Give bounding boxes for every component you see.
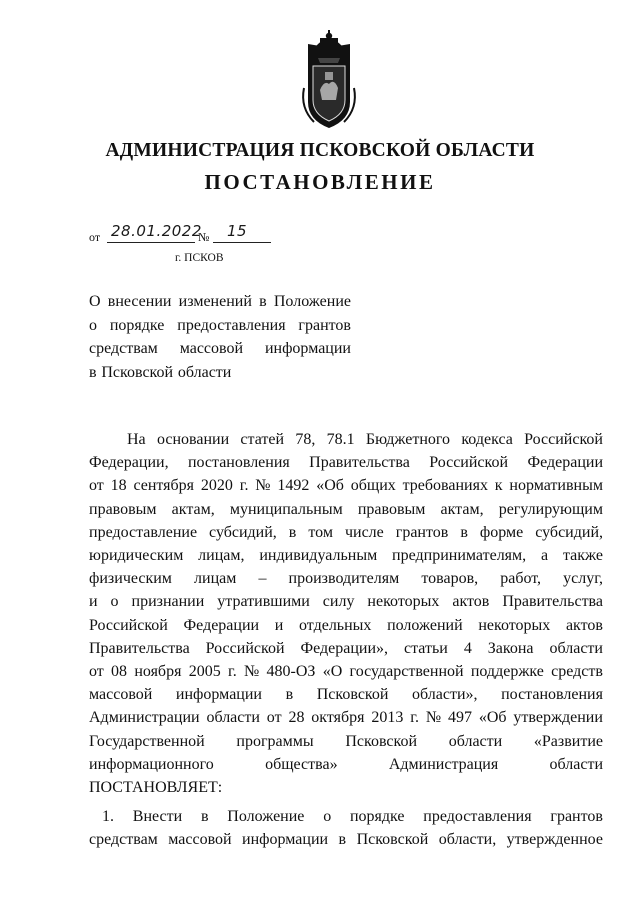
- word: а: [541, 547, 549, 565]
- word: к: [494, 477, 503, 495]
- organization-title: АДМИНИСТРАЦИЯ ПСКОВСКОЙ ОБЛАСТИ: [105, 140, 535, 161]
- word: о: [110, 593, 119, 611]
- body-line: [89, 451, 603, 474]
- word: кодекса: [461, 431, 513, 448]
- subject-line: [89, 314, 351, 338]
- word: Правительства: [89, 639, 190, 657]
- word: области,: [438, 831, 497, 849]
- word: области: [177, 363, 232, 381]
- subject-line: [89, 361, 351, 385]
- word: Правительства: [309, 454, 410, 472]
- word: от: [89, 663, 104, 681]
- word: «О: [322, 663, 343, 681]
- word: о: [323, 808, 332, 826]
- word: г.: [410, 709, 419, 727]
- word: Российской: [524, 431, 603, 448]
- body-line: [89, 805, 603, 828]
- number-underline: [213, 242, 271, 243]
- word: области: [206, 709, 260, 727]
- word: программы: [236, 732, 314, 750]
- word: субсидий,: [535, 523, 603, 541]
- word: постановления: [501, 686, 603, 704]
- body-line: [89, 637, 603, 660]
- word: Федерации: [527, 454, 603, 472]
- registration-line: [89, 222, 289, 244]
- word: 2013: [371, 709, 404, 727]
- word: информационного: [89, 755, 214, 773]
- word: том: [308, 523, 333, 541]
- word: предоставление: [89, 523, 198, 541]
- subject-line: [89, 290, 351, 314]
- word: статьи: [404, 639, 448, 657]
- word: Псковской: [345, 732, 418, 750]
- word: 4: [463, 639, 472, 657]
- coat-of-arms-emblem: [294, 28, 364, 130]
- word: Закона: [487, 639, 534, 657]
- word: лицам,: [198, 547, 245, 565]
- body-line: [89, 706, 603, 729]
- date-label: от: [89, 230, 101, 244]
- word: г.: [239, 477, 249, 495]
- word: грантов: [298, 316, 351, 334]
- body-line: [89, 683, 603, 706]
- word: На: [127, 431, 146, 448]
- body-line: [89, 828, 603, 851]
- word: утратившими: [217, 593, 310, 611]
- word: Положение: [273, 293, 351, 310]
- word: некоторых: [478, 616, 551, 634]
- word: работ,: [500, 570, 542, 588]
- word: предоставления: [177, 316, 286, 334]
- word: О: [89, 293, 101, 310]
- word: 480-ОЗ: [266, 663, 316, 681]
- word: признании: [131, 593, 205, 611]
- word: лицам: [194, 570, 237, 588]
- word: Федерации,: [89, 454, 169, 472]
- word: внесении: [107, 293, 172, 310]
- word: индивидуальным: [259, 547, 378, 565]
- word: области: [549, 639, 603, 657]
- word: в: [288, 523, 297, 541]
- word: области: [549, 755, 603, 773]
- word: отдельных: [299, 616, 372, 634]
- word: правовым: [357, 500, 426, 518]
- body-line: [89, 614, 603, 637]
- word: массовой: [89, 686, 153, 704]
- word: 18: [110, 477, 127, 495]
- word: 78.1: [326, 431, 355, 448]
- word: также: [562, 547, 603, 565]
- word: и: [89, 593, 98, 611]
- document-date: 28.01.2022: [111, 222, 202, 240]
- word: утвержденное: [506, 831, 603, 849]
- word: массовой: [179, 340, 244, 357]
- word: положений: [387, 616, 463, 634]
- city-label: г. ПСКОВ: [175, 252, 224, 264]
- word: общих: [350, 477, 396, 495]
- word: 28: [288, 709, 305, 727]
- word: 497: [447, 709, 472, 727]
- word: 78,: [295, 431, 316, 448]
- date-underline: [107, 242, 195, 243]
- word: Администрация: [388, 755, 499, 773]
- document-type-title: ПОСТАНОВЛЕНИЕ: [204, 170, 436, 194]
- word: услуг,: [563, 570, 603, 588]
- word: сентября: [133, 477, 195, 495]
- word: информации: [264, 340, 351, 357]
- word: ноября: [134, 663, 182, 681]
- word: государственной: [349, 663, 464, 681]
- word: средствам: [89, 340, 158, 357]
- word: 2020: [200, 477, 233, 495]
- word: поддержке: [470, 663, 544, 681]
- word: октября: [311, 709, 365, 727]
- word: средствам: [89, 831, 158, 849]
- document-body: [89, 428, 603, 852]
- word: предоставления: [423, 808, 532, 826]
- body-line: [89, 776, 603, 799]
- word: статей: [240, 431, 285, 448]
- word: силу: [322, 593, 355, 611]
- body-line: [89, 730, 603, 753]
- word: порядке: [109, 316, 165, 334]
- body-line: [89, 498, 603, 521]
- word: №: [425, 709, 442, 727]
- word: и: [274, 616, 284, 634]
- document-subject: [89, 290, 351, 384]
- word: Российской: [429, 454, 509, 472]
- word: в: [259, 293, 267, 310]
- word: производителям: [288, 570, 400, 588]
- word: постановления: [187, 454, 290, 472]
- word: Российской: [205, 639, 285, 657]
- body-line: [89, 753, 603, 776]
- word: –: [258, 570, 267, 588]
- word: в: [460, 523, 468, 541]
- word: информации: [175, 686, 262, 704]
- word: форме: [479, 523, 524, 541]
- word: информации: [242, 831, 329, 849]
- word: №: [244, 663, 260, 681]
- word: «Развитие: [533, 732, 603, 750]
- word: в: [89, 363, 97, 381]
- word: в: [200, 808, 209, 826]
- word: актам,: [440, 500, 484, 518]
- word: актам,: [171, 500, 215, 518]
- body-line: [89, 428, 603, 451]
- word: Псковской: [101, 363, 174, 381]
- word: в: [338, 831, 347, 849]
- word: №: [255, 477, 271, 495]
- word: утверждении: [513, 709, 603, 727]
- word: требованиях: [402, 477, 488, 495]
- word: Положение: [227, 808, 305, 826]
- word: основании: [156, 431, 230, 448]
- word: от: [89, 477, 104, 495]
- word: актов: [452, 593, 490, 611]
- word: общества»: [265, 755, 338, 773]
- body-line: [89, 474, 603, 497]
- word: Бюджетного: [365, 431, 451, 448]
- word: 1.: [102, 808, 114, 826]
- word: физическим: [89, 570, 172, 588]
- word: от: [266, 709, 282, 727]
- word: массовой: [168, 831, 232, 849]
- word: Российской: [89, 616, 168, 634]
- word: Псковской: [316, 686, 389, 704]
- word: Правительства: [502, 593, 603, 611]
- word: Федерации»,: [300, 639, 389, 657]
- document-number: 15: [227, 222, 248, 240]
- word: регулирующим: [498, 500, 603, 518]
- word: Федерации: [183, 616, 260, 634]
- word: «Об: [478, 709, 507, 727]
- body-line: [89, 660, 603, 683]
- word: предпринимателям,: [392, 547, 527, 565]
- number-label: №: [198, 230, 210, 244]
- word: ПОСТАНОВЛЯЕТ:: [89, 779, 223, 797]
- body-line: [89, 590, 603, 613]
- body-line: [89, 544, 603, 567]
- word: 2005: [188, 663, 221, 681]
- word: товаров,: [421, 570, 479, 588]
- word: числе: [344, 523, 384, 541]
- word: порядке: [349, 808, 405, 826]
- word: в: [285, 686, 294, 704]
- subject-line: [89, 337, 351, 361]
- word: 08: [111, 663, 128, 681]
- word: о: [89, 316, 97, 334]
- word: области»,: [412, 686, 478, 704]
- word: некоторых: [367, 593, 440, 611]
- word: актов: [565, 616, 603, 634]
- word: нормативным: [509, 477, 603, 495]
- word: «Об: [316, 477, 344, 495]
- word: правовым: [89, 500, 157, 518]
- body-line: [89, 521, 603, 544]
- word: Администрации: [89, 709, 200, 727]
- word: грантов: [395, 523, 449, 541]
- word: Государственной: [89, 732, 205, 750]
- word: изменений: [178, 293, 252, 310]
- word: грантов: [550, 808, 603, 826]
- body-line: [89, 567, 603, 590]
- word: области: [448, 732, 503, 750]
- word: средств: [551, 663, 603, 681]
- word: Псковской: [356, 831, 429, 849]
- word: субсидий,: [209, 523, 277, 541]
- word: юридическим: [89, 547, 184, 565]
- word: 1492: [277, 477, 310, 495]
- word: г.: [227, 663, 237, 681]
- word: муниципальным: [229, 500, 343, 518]
- word: Внести: [132, 808, 183, 826]
